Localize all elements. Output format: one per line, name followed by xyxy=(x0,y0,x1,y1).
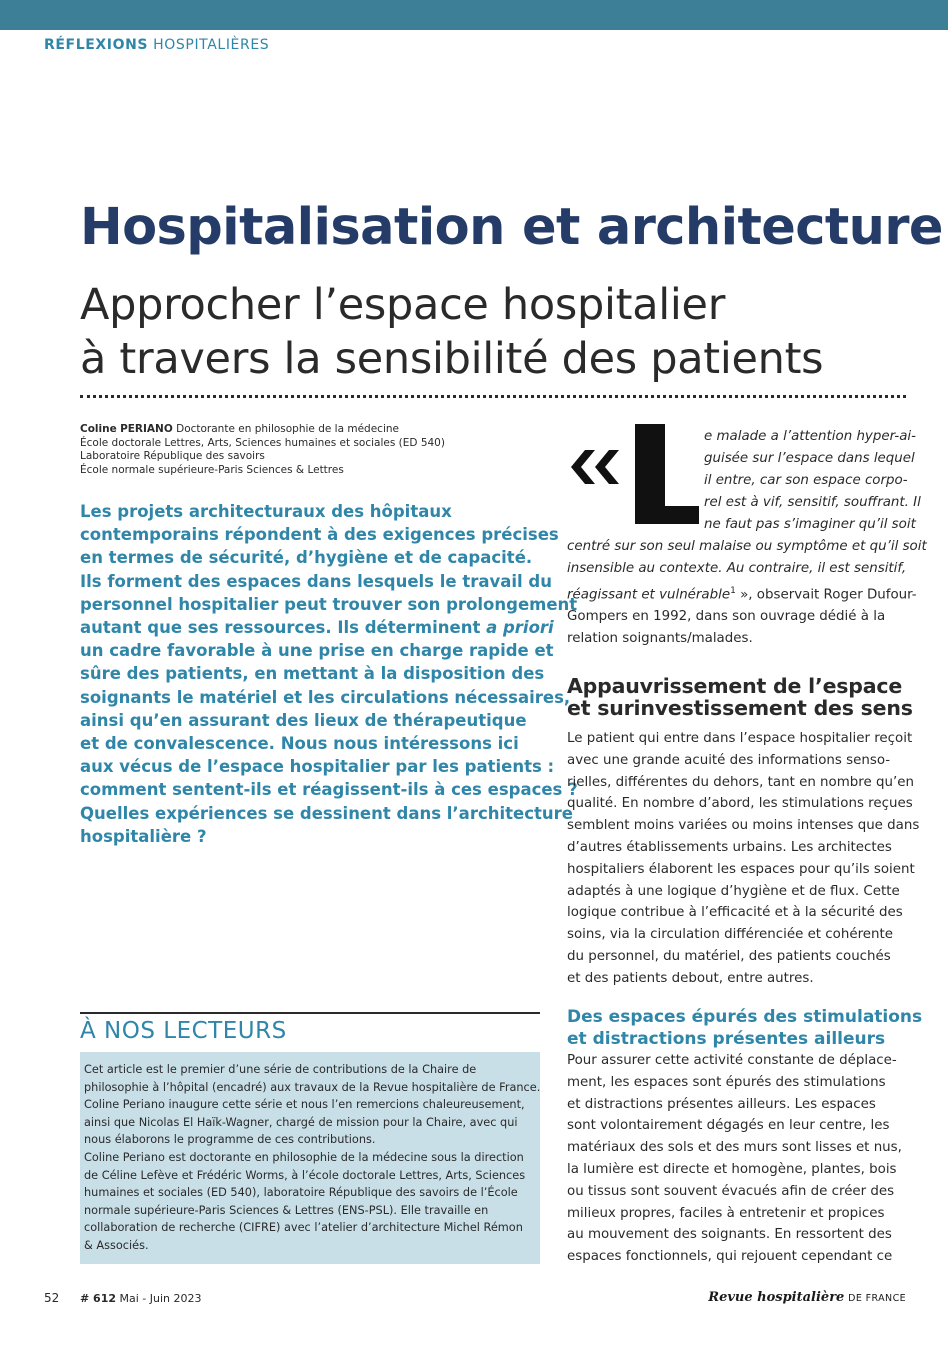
lead-italic-text: guisée sur l’espace dans lequel xyxy=(704,451,915,466)
readers-line: Coline Periano est doctorante en philosophie de la médecine sous la direction xyxy=(84,1150,524,1164)
intro-line: personnel hospitalier peut trouver son prolongement xyxy=(80,594,578,614)
body-line: milieux propres, faciles à entretenir et propices xyxy=(567,1205,885,1221)
lead-line xyxy=(567,558,907,580)
author-affiliation: École normale supérieure-Paris Sciences & Lettres xyxy=(80,463,344,476)
readers-line: & Associés. xyxy=(84,1238,149,1252)
intro-line: Ils forment des espaces dans lesquels le travail du xyxy=(80,571,552,591)
issue-info xyxy=(80,1292,202,1305)
subtitle-line: Approcher l’espace hospitalier xyxy=(80,280,726,330)
intro-italic-a-priori: a priori xyxy=(486,618,554,638)
lead-line: relation soignants/malades. xyxy=(567,631,753,647)
lead-line xyxy=(567,536,927,558)
intro-line: soignants le matériel et les circulations nécessaires, xyxy=(80,687,571,707)
intro-line: contemporains répondent à des exigences précises xyxy=(80,525,559,545)
section-heading-2 xyxy=(567,1006,922,1050)
intro-line: en termes de sécurité, d’hygiène et de capacité. xyxy=(80,548,533,568)
intro-line: Quelles expériences se dessinent dans l’architecture xyxy=(80,803,573,823)
body-line: ou tissus sont souvent évacués afin de créer des xyxy=(567,1183,895,1199)
lead-italic-text: rel est à vif, sensitif, souffrant. Il xyxy=(704,495,921,510)
body-line: d’autres établissements urbains. Les architectes xyxy=(567,839,892,855)
body-line: au mouvement des soignants. En ressortent des xyxy=(567,1227,892,1243)
intro-line: un cadre favorable à une prise en charge rapide et xyxy=(80,641,554,661)
rubric-rest: HOSPITALIÈRES xyxy=(153,37,270,53)
body-line: soins, via la circulation différenciée et cohérente xyxy=(567,927,894,943)
heading-line: et surinvestissement des sens xyxy=(567,696,913,720)
magazine-logo: Revue hospitalière xyxy=(708,1290,845,1305)
body-line: rielles, différentes du dehors, tant en nombre qu’en xyxy=(567,774,914,790)
readers-box-rule xyxy=(80,1012,540,1014)
lead-line xyxy=(567,580,917,606)
section-2-body xyxy=(567,1050,902,1268)
dotted-separator xyxy=(80,395,906,398)
lead-line: Gompers en 1992, dans son ouvrage dédié à la xyxy=(567,609,886,625)
author-block xyxy=(80,423,445,477)
author-last-name: PERIANO xyxy=(120,423,173,435)
body-line: la lumière est directe et homogène, plantes, bois xyxy=(567,1161,897,1177)
lead-paragraph xyxy=(567,426,927,650)
body-line: sont volontairement dégagés en leur centre, les xyxy=(567,1118,890,1134)
article-subtitle xyxy=(80,278,823,386)
heading-line: Des espaces épurés des stimulations xyxy=(567,1007,923,1027)
body-line: du personnel, du matériel, des patients couchés xyxy=(567,948,891,964)
body-line: ment, les espaces sont épurés des stimulations xyxy=(567,1074,886,1090)
intro-line: ainsi qu’en assurant des lieux de thérapeutique xyxy=(80,710,527,730)
readers-line: humaines et sociales (ED 540), laboratoire République des savoirs de l’École xyxy=(84,1186,518,1200)
lead-italic-text: réagissant et vulnérable xyxy=(567,587,731,603)
heading-line: Appauvrissement de l’espace xyxy=(567,674,903,698)
body-line: espaces fonctionnels, qui rejouent cependant ce xyxy=(567,1249,893,1265)
intro-line: sûre des patients, en mettant à la disposition des xyxy=(80,664,545,684)
lead-text: », observait Roger Dufour- xyxy=(735,587,917,603)
body-line: Pour assurer cette activité constante de déplace- xyxy=(567,1053,897,1068)
lead-line xyxy=(567,448,915,470)
body-line: adaptés à une logique d’hygiène et de flux. Cette xyxy=(567,883,900,899)
readers-line: normale supérieure-Paris Sciences & Lettres (ENS-PSL). Elle travaille en xyxy=(84,1203,489,1217)
body-line: semblent moins variées ou moins intenses que dans xyxy=(567,818,920,834)
readers-line: Coline Periano inaugure cette série et nous l’en remercions chaleureusement, xyxy=(84,1098,525,1112)
lead-italic-text: ne faut pas s’imaginer qu’il soit xyxy=(704,517,916,532)
readers-line: ainsi que Nicolas El Haïk-Wagner, chargé de mission pour la Chaire, avec qui xyxy=(84,1115,518,1129)
magazine-name xyxy=(708,1290,906,1305)
readers-line: de Céline Lefève et Frédéric Worms, à l’école doctorale Lettres, Arts, Sciences xyxy=(84,1168,526,1182)
body-line: qualité. En nombre d’abord, les stimulations reçues xyxy=(567,796,913,812)
readers-line: nous élaborons le programme de ces contributions. xyxy=(84,1133,376,1147)
lead-italic-text: e malade a l’attention hyper-ai- xyxy=(704,429,916,444)
body-line: hospitaliers élaborent les espaces pour qu’ils soient xyxy=(567,861,915,877)
body-line: et des patients debout, entre autres. xyxy=(567,970,814,986)
readers-box-title: À NOS LECTEURS xyxy=(80,1018,287,1044)
intro-paragraph xyxy=(80,500,578,848)
readers-line: collaboration de recherche (CIFRE) avec l’atelier d’architecture Michel Rémon xyxy=(84,1221,523,1235)
page-number: 52 xyxy=(44,1291,60,1305)
intro-line: aux vécus de l’espace hospitalier par les patients : xyxy=(80,757,555,777)
heading-line: et distractions présentes ailleurs xyxy=(567,1029,886,1049)
top-color-bar xyxy=(0,0,948,30)
issue-number: # 612 xyxy=(80,1292,117,1305)
rubric-bold: RÉFLEXIONS xyxy=(44,37,149,53)
readers-line: Cet article est le premier d’une série de contributions de la Chaire de xyxy=(84,1063,477,1076)
issue-date: Mai - Juin 2023 xyxy=(119,1292,202,1305)
intro-line: comment sentent-ils et réagissent-ils à ces espaces ? xyxy=(80,780,578,800)
lead-line xyxy=(567,470,907,492)
lead-line xyxy=(567,492,921,514)
lead-italic-text: il entre, car son espace corpo- xyxy=(704,473,908,488)
intro-line: hospitalière ? xyxy=(80,826,207,846)
section-1-body xyxy=(567,728,919,990)
body-line: matériaux des sols et des murs sont lisses et nus, xyxy=(567,1140,902,1156)
readers-line: philosophie à l’hôpital (encadré) aux travaux de la Revue hospitalière de France. xyxy=(84,1080,541,1094)
author-affiliation: Laboratoire République des savoirs xyxy=(80,450,265,462)
body-line: et distractions présentes ailleurs. Les espaces xyxy=(567,1096,876,1112)
section-heading-1 xyxy=(567,675,913,719)
lead-italic-text: centré sur son seul malaise ou symptôme et qu’il soit xyxy=(567,539,927,554)
body-line: avec une grande acuité des informations senso- xyxy=(567,752,891,768)
body-line: logique contribue à l’efficacité et à la sécurité des xyxy=(567,905,903,921)
section-rubric xyxy=(44,37,269,53)
author-affiliation: École doctorale Lettres, Arts, Sciences humaines et sociales (ED 540) xyxy=(80,436,445,449)
lead-line xyxy=(567,514,916,536)
lead-line xyxy=(567,426,916,448)
intro-line xyxy=(80,616,554,639)
footnote-ref[interactable]: 1 xyxy=(730,586,736,596)
subtitle-line: à travers la sensibilité des patients xyxy=(80,334,824,384)
body-line: Le patient qui entre dans l’espace hospitalier reçoit xyxy=(567,731,913,746)
author-first-name: Coline xyxy=(80,423,117,435)
author-role: Doctorante en philosophie de la médecine xyxy=(176,423,399,435)
article-title: Hospitalisation et architecture xyxy=(80,198,943,257)
intro-line-text: autant que ses ressources. Ils déterminent xyxy=(80,618,481,638)
intro-line: Les projets architecturaux des hôpitaux xyxy=(80,502,452,521)
magazine-suffix: DE FRANCE xyxy=(848,1293,906,1304)
lead-italic-text: insensible au contexte. Au contraire, il est sensitif, xyxy=(567,561,907,576)
intro-line: et de convalescence. Nous nous intéressons ici xyxy=(80,734,519,754)
readers-box-text xyxy=(84,1061,540,1255)
